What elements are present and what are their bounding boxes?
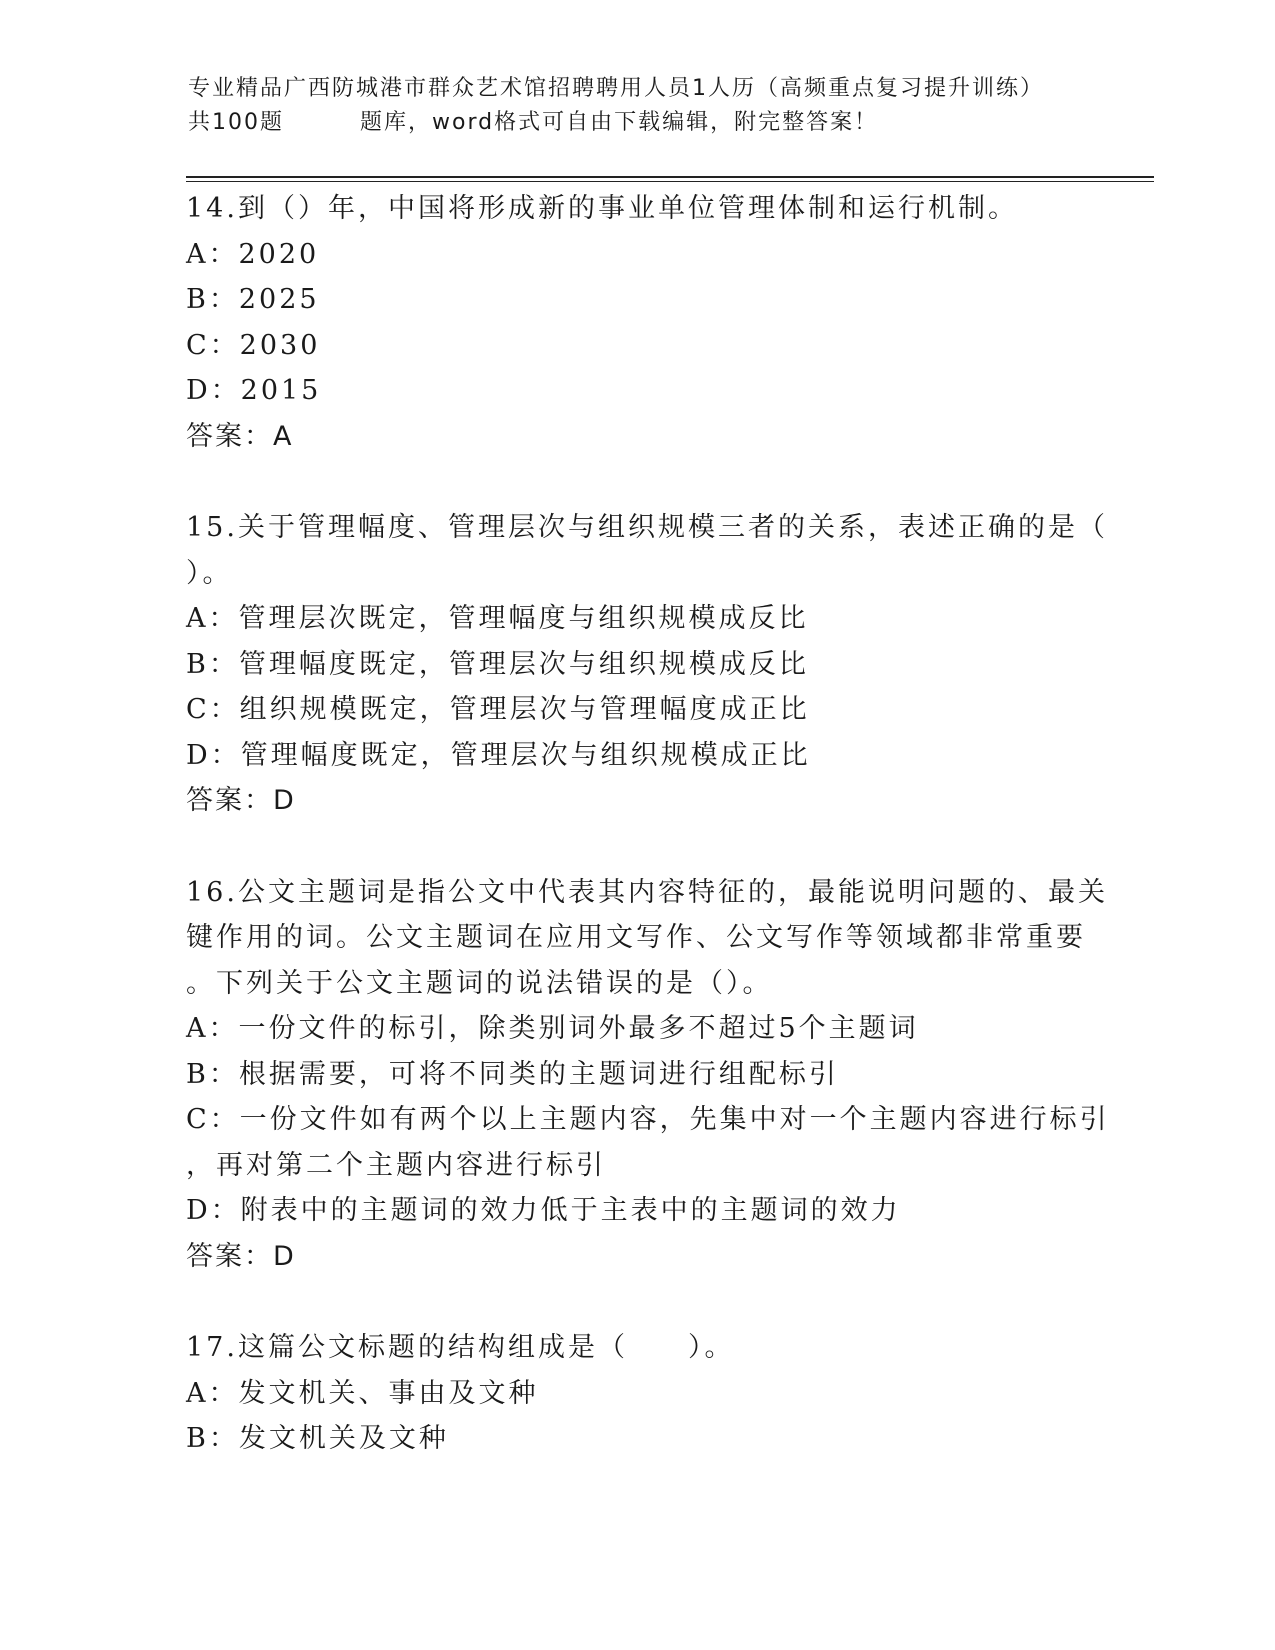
- question-stem: 17.这篇公文标题的结构组成是（ ）。: [186, 1332, 735, 1363]
- option-d: D：附表中的主题词的效力低于主表中的主题词的效力: [186, 1195, 901, 1226]
- answer-line: 答案：D: [186, 785, 296, 816]
- answer-line: 答案：A: [186, 420, 294, 452]
- question-stem: 16.公文主题词是指公文中代表其内容特征的，最能说明问题的、最关: [186, 876, 1108, 908]
- header-note: 题库，word格式可自由下载编辑，附完整答案！: [360, 110, 879, 135]
- header-rule-thin: [186, 181, 1154, 182]
- option-c-cont: ，再对第二个主题内容进行标引: [186, 1149, 606, 1181]
- header-rule-thick: [186, 176, 1154, 178]
- option-c: C：一份文件如有两个以上主题内容，先集中对一个主题内容进行标引: [186, 1104, 1110, 1135]
- header-count: 共100题: [188, 110, 284, 135]
- answer-line: 答案：D: [186, 1240, 296, 1272]
- question-17: [186, 1325, 1086, 1462]
- question-stem-cont: ）。: [186, 557, 233, 589]
- option-b: B：管理幅度既定，管理层次与组织规模成反比: [186, 648, 809, 680]
- question-stem-cont: 。下列关于公文主题词的说法错误的是（）。: [186, 967, 773, 999]
- option-a: A：发文机关、事由及文种: [186, 1377, 539, 1409]
- question-16: [186, 870, 1110, 1280]
- question-stem: 14.到（）年，中国将形成新的事业单位管理体制和运行机制。: [186, 193, 1018, 224]
- option-a: A：一份文件的标引，除类别词外最多不超过5个主题词: [186, 1013, 919, 1044]
- question-15: [186, 505, 1108, 824]
- header-title: 专业精品广西防城港市群众艺术馆招聘聘用人员1人历（高频重点复习提升训练）: [188, 76, 1044, 101]
- option-c: C：2030: [186, 329, 321, 361]
- option-d: D：管理幅度既定，管理层次与组织规模成正比: [186, 739, 811, 771]
- question-14: [186, 186, 1086, 459]
- question-list: [186, 186, 1110, 1508]
- option-b: B：发文机关及文种: [186, 1423, 449, 1454]
- question-stem-cont: 键作用的词。公文主题词在应用文写作、公文写作等领域都非常重要: [186, 922, 1086, 953]
- option-c: C：组织规模既定，管理层次与管理幅度成正比: [186, 694, 810, 725]
- header-subtitle: [188, 106, 1088, 140]
- option-a: A：管理层次既定，管理幅度与组织规模成反比: [186, 603, 809, 634]
- option-a: A：2020: [186, 238, 320, 270]
- option-d: D：2015: [186, 375, 322, 406]
- option-b: B：2025: [186, 284, 320, 315]
- question-stem: 15.关于管理幅度、管理层次与组织规模三者的关系，表述正确的是（: [186, 512, 1108, 543]
- option-b: B：根据需要，可将不同类的主题词进行组配标引: [186, 1058, 839, 1090]
- document-header: [188, 72, 1088, 140]
